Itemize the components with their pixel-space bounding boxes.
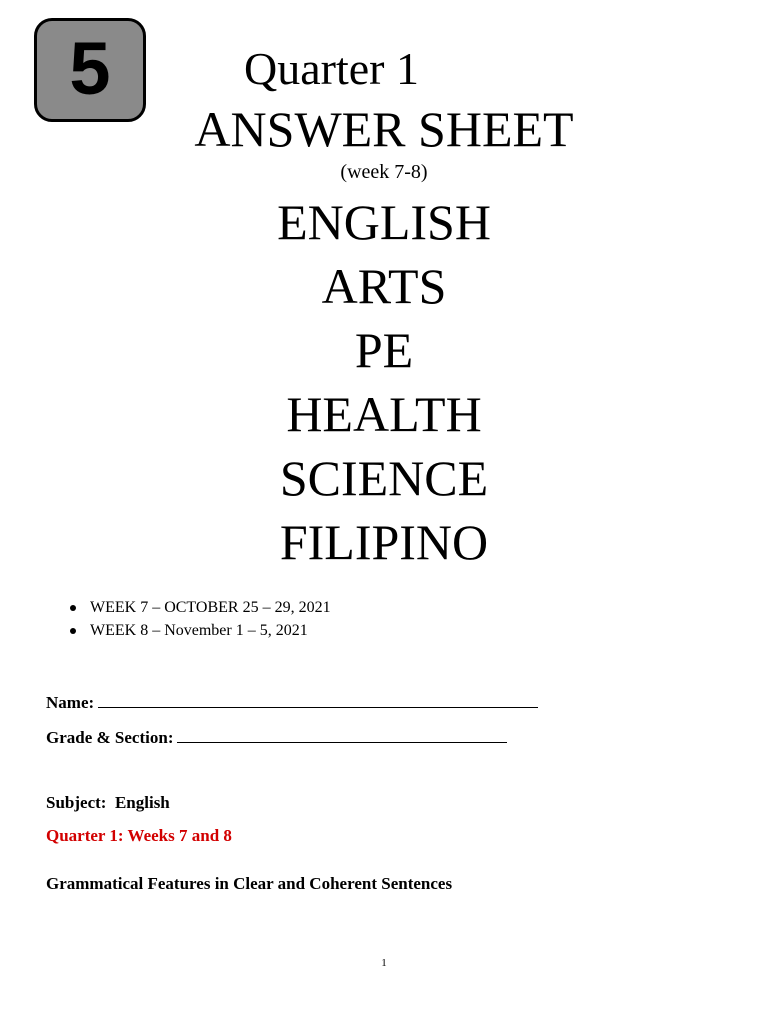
grade-section-field — [46, 729, 507, 746]
name-label: Name: — [46, 693, 95, 712]
subject-item: ARTS — [321, 258, 447, 314]
name-field — [46, 694, 538, 711]
quarter-title: Quarter 1 — [244, 43, 419, 94]
subject-item: FILIPINO — [279, 514, 489, 570]
week-range: (week 7-8) — [340, 161, 428, 183]
grade-section-blank-line[interactable] — [177, 741, 507, 743]
subject-label: Subject: — [46, 793, 107, 812]
name-blank-line[interactable] — [98, 706, 538, 708]
schedule-item: WEEK 7 – OCTOBER 25 – 29, 2021 — [90, 596, 331, 619]
subject-list — [0, 190, 768, 574]
subject-value: English — [114, 793, 170, 812]
lesson-topic: Grammatical Features in Clear and Coherent Sentences — [46, 874, 453, 893]
subject-item: ENGLISH — [277, 194, 491, 250]
answer-sheet-title: ANSWER SHEET — [194, 101, 574, 157]
subject-item: SCIENCE — [279, 450, 489, 506]
schedule-item: WEEK 8 – November 1 – 5, 2021 — [90, 619, 331, 642]
page-number: 1 — [381, 957, 387, 969]
week-schedule — [90, 596, 331, 642]
quarter-weeks-heading: Quarter 1: Weeks 7 and 8 — [46, 826, 232, 845]
subject-line — [46, 794, 170, 811]
subject-item: HEALTH — [286, 386, 482, 442]
subject-item: PE — [354, 322, 414, 378]
grade-number: 5 — [69, 27, 111, 110]
grade-section-label: Grade & Section: — [46, 728, 174, 747]
